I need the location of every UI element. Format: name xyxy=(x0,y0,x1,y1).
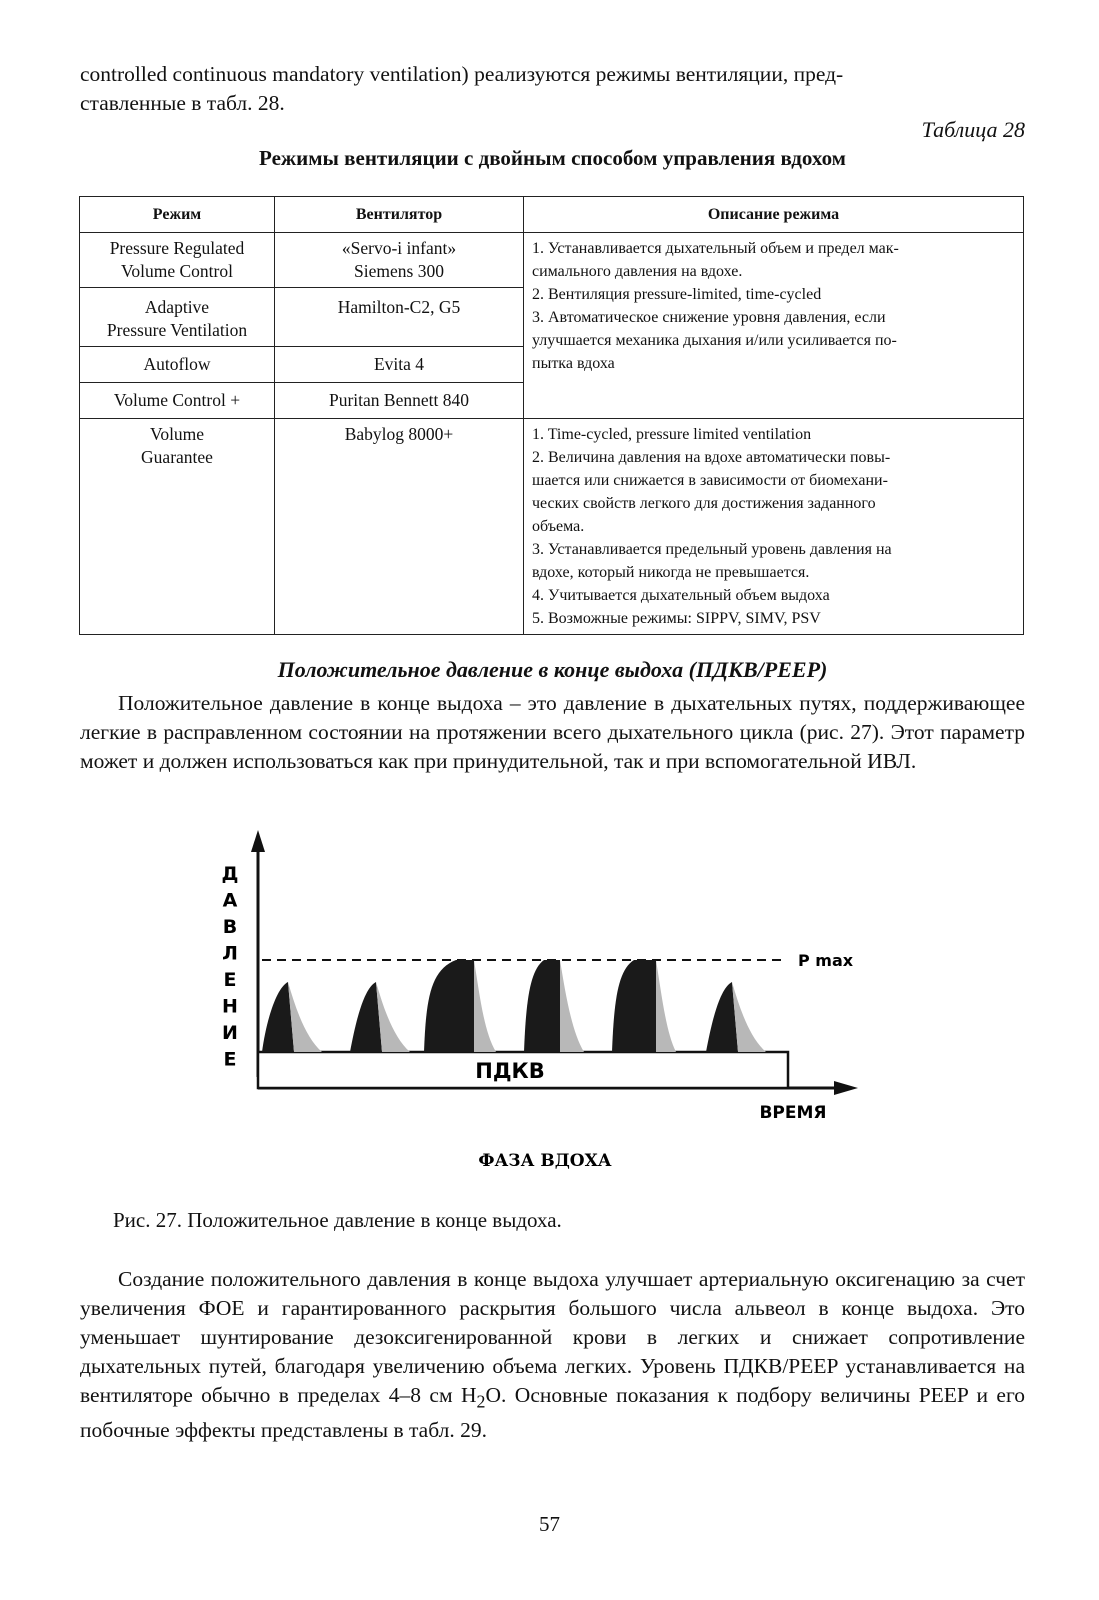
ventilation-modes-table xyxy=(79,196,1024,635)
table-row xyxy=(80,419,1024,635)
ventilator-cell xyxy=(275,233,524,288)
description-line: 5. Возможные режимы: SIPPV, SIMV, PSV xyxy=(532,610,821,627)
description-cell-group-2 xyxy=(524,419,1024,635)
y-axis-arrow xyxy=(251,830,265,852)
breath-waveform-6 xyxy=(706,982,766,1052)
ventilator-cell xyxy=(275,419,524,635)
peep-label: ПДКВ xyxy=(475,1059,545,1083)
mode-name: Pressure Ventilation xyxy=(106,320,248,340)
intro-paragraph xyxy=(80,60,1025,118)
description-line: симального давления на вдохе. xyxy=(532,263,743,280)
breath-waveform-2 xyxy=(350,982,410,1052)
header-description: Описание режима xyxy=(524,197,1024,233)
breath-waveform-4 xyxy=(524,960,584,1052)
y-axis-label-letter: Н xyxy=(222,995,238,1018)
breath-waveform-3 xyxy=(424,960,496,1052)
mode-cell xyxy=(80,419,275,635)
ventilator-name: Babylog 8000+ xyxy=(344,424,454,444)
mode-name: Adaptive xyxy=(144,297,210,317)
mode-name: Pressure Regulated xyxy=(109,238,245,258)
description-line: шается или снижается в зависимости от биомехани- xyxy=(532,472,888,489)
ventilator-name: «Servo-i infant» xyxy=(341,238,457,258)
x-axis-label: ВРЕМЯ xyxy=(759,1103,827,1123)
closing-text: Создание положительного давления в конце выдоха улучшает артериальную оксигенацию за счет увеличения ФОЕ и гарантированного раскрытия большого числа альвеол в конце выдоха. Это уменьшает шунтирование дезоксигенированной крови в легких и снижает сопротивление дыхательных путей, благодаря увеличению объема легких. Уровень ПДКВ/PEEP устанавливается на вентиляторе обычно в пределах 4–8 см H xyxy=(80,1267,1025,1407)
header-ventilator: Вентилятор xyxy=(275,197,524,233)
table-header-row xyxy=(80,197,1024,233)
description-line: объема. xyxy=(532,518,585,535)
mode-name: Guarantee xyxy=(141,447,213,467)
ventilator-name: Evita 4 xyxy=(373,354,425,374)
intro-line-2: ставленные в табл. 28. xyxy=(80,91,285,115)
ventilator-name: Puritan Bennett 840 xyxy=(329,390,469,410)
table-row xyxy=(80,233,1024,288)
y-axis-label-letter: Д xyxy=(221,863,239,885)
section-paragraph: Положительное давление в конце выдоха – это давление в дыхательных путях, поддерживающее легкие в расправленном состоянии на протяжении всего дыхательного цикла (рис. 27). Этот параметр может и должен использоваться как при принудительной, так и при вспомогательной ИВЛ. xyxy=(80,691,1025,773)
pmax-label: P max xyxy=(798,951,854,970)
description-line: 2. Вентиляция pressure-limited, time-cycled xyxy=(532,286,822,303)
page-number: 57 xyxy=(539,1512,560,1536)
y-axis-label-letter: Л xyxy=(222,942,238,965)
y-axis-label xyxy=(222,863,239,1071)
ventilator-name: Hamilton-C2, G5 xyxy=(337,297,461,317)
description-line: 4. Учитывается дыхательный объем выдоха xyxy=(532,587,830,604)
description-line: 1. Time-cycled, pressure limited ventilation xyxy=(532,426,812,443)
y-axis-label-letter: Е xyxy=(223,1048,237,1071)
breath-waveform-1 xyxy=(262,982,322,1052)
intro-line-1: controlled continuous mandatory ventilation) реализуются режимы вентиляции, пред- xyxy=(80,62,844,86)
ventilator-cell xyxy=(275,383,524,419)
mode-cell xyxy=(80,288,275,347)
x-axis-arrow xyxy=(834,1081,858,1095)
y-axis-label-letter: А xyxy=(222,889,238,912)
description-line: 1. Устанавливается дыхательный объем и предел мак- xyxy=(532,240,899,257)
description-line: улучшается механика дыхания и/или усиливается по- xyxy=(532,332,897,349)
breath-waveform-5 xyxy=(612,960,676,1052)
ventilator-cell xyxy=(275,288,524,347)
phase-label: ФАЗА ВДОХА xyxy=(478,1151,612,1171)
closing-text-end: O. Основные показания к подбору величины PEEP и его побочные эффекты представлены в табл. 29. xyxy=(80,1383,1025,1443)
table-title: Режимы вентиляции с двойным способом управления вдохом xyxy=(259,146,846,170)
description-line: 3. Автоматическое снижение уровня давления, если xyxy=(532,309,886,326)
figure-caption: Рис. 27. Положительное давление в конце выдоха. xyxy=(113,1208,562,1232)
closing-subscript: 2 xyxy=(476,1391,486,1412)
mode-name: Volume Control + xyxy=(113,390,241,410)
y-axis-label-letter: И xyxy=(222,1022,238,1044)
description-line: 2. Величина давления на вдохе автоматически повы- xyxy=(532,449,891,466)
mode-cell xyxy=(80,233,275,288)
description-line: ческих свойств легкого для достижения заданного xyxy=(532,495,876,512)
description-cell-group-1 xyxy=(524,233,1024,419)
mode-name: Volume Control xyxy=(121,261,233,281)
section-heading: Положительное давление в конце выдоха (ПДКВ/PEEP) xyxy=(277,657,828,682)
header-mode: Режим xyxy=(80,197,275,233)
y-axis-label-letter: В xyxy=(222,916,238,938)
ventilator-name: Siemens 300 xyxy=(354,261,444,281)
closing-paragraph xyxy=(80,1265,1025,1445)
table-caption: Таблица 28 xyxy=(921,117,1025,142)
description-line: вдохе, который никогда не превышается. xyxy=(532,564,810,581)
peep-pressure-figure xyxy=(210,822,870,1192)
description-line: пытка вдоха xyxy=(532,355,615,372)
mode-name: Autoflow xyxy=(143,354,211,374)
mode-name: Volume xyxy=(149,424,205,444)
description-line: 3. Устанавливается предельный уровень давления на xyxy=(532,541,892,558)
ventilator-cell xyxy=(275,347,524,383)
y-axis-label-letter: Е xyxy=(223,969,237,991)
mode-cell xyxy=(80,383,275,419)
mode-cell xyxy=(80,347,275,383)
